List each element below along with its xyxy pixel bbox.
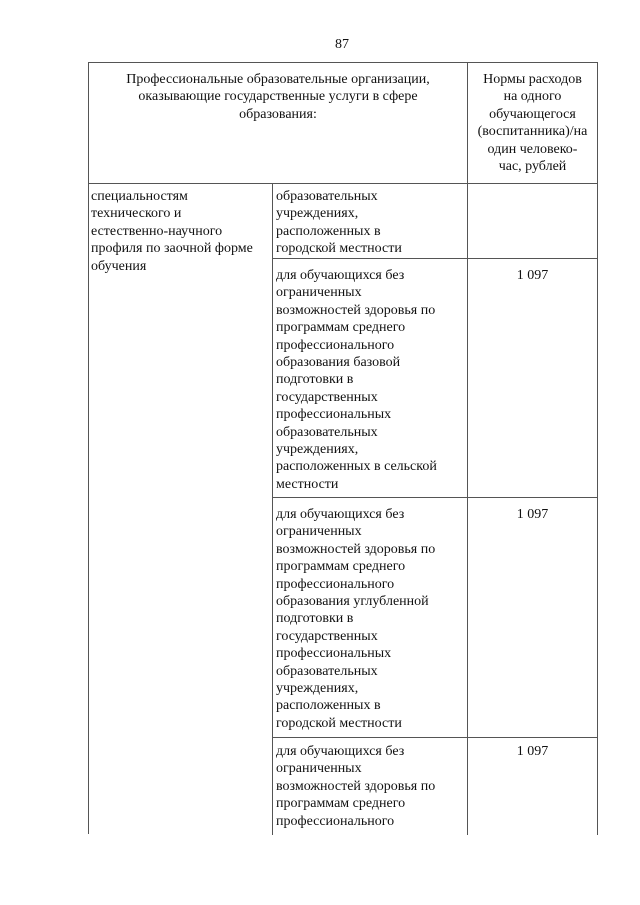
norm-cell: 1 097: [516, 744, 549, 759]
header-organizations: Профессиональные образовательные организации, оказывающие государственные услуги в сфере образования:: [126, 72, 430, 122]
category-cell: специальностям технического и естественно-научного профиля по заочной форме обучения: [91, 189, 253, 274]
header-divider: [88, 183, 598, 184]
column-divider: [272, 183, 273, 835]
norm-cell: 1 097: [516, 268, 549, 283]
row-divider: [272, 497, 598, 498]
column-divider: [467, 62, 468, 835]
row-divider: [272, 737, 598, 738]
description-cell: образовательных учреждениях, расположенных в городской местности: [276, 189, 402, 257]
description-cell: для обучающихся без ограниченных возможностей здоровья по программам среднего профессионального образования углубленной подготовки в государственных профессиональных образовательных учреждениях, расположенных в городской местности: [276, 507, 436, 731]
page-number: 87: [335, 37, 349, 52]
description-cell: для обучающихся без ограниченных возможностей здоровья по программам среднего профессионального образования базовой подготовки в государственных профессиональных образовательных учреждениях, расположенных в сельской местности: [276, 268, 437, 492]
table-border-left: [88, 62, 89, 834]
row-divider: [272, 258, 598, 259]
table-border-right: [597, 62, 598, 835]
header-norms: Нормы расходов на одного обучающегося (воспитанника)/на один человеко- час, рублей: [477, 72, 588, 175]
table-border-top: [88, 62, 598, 63]
description-cell: для обучающихся без ограниченных возможностей здоровья по программам среднего профессионального: [276, 744, 436, 829]
norm-cell: 1 097: [516, 507, 549, 522]
